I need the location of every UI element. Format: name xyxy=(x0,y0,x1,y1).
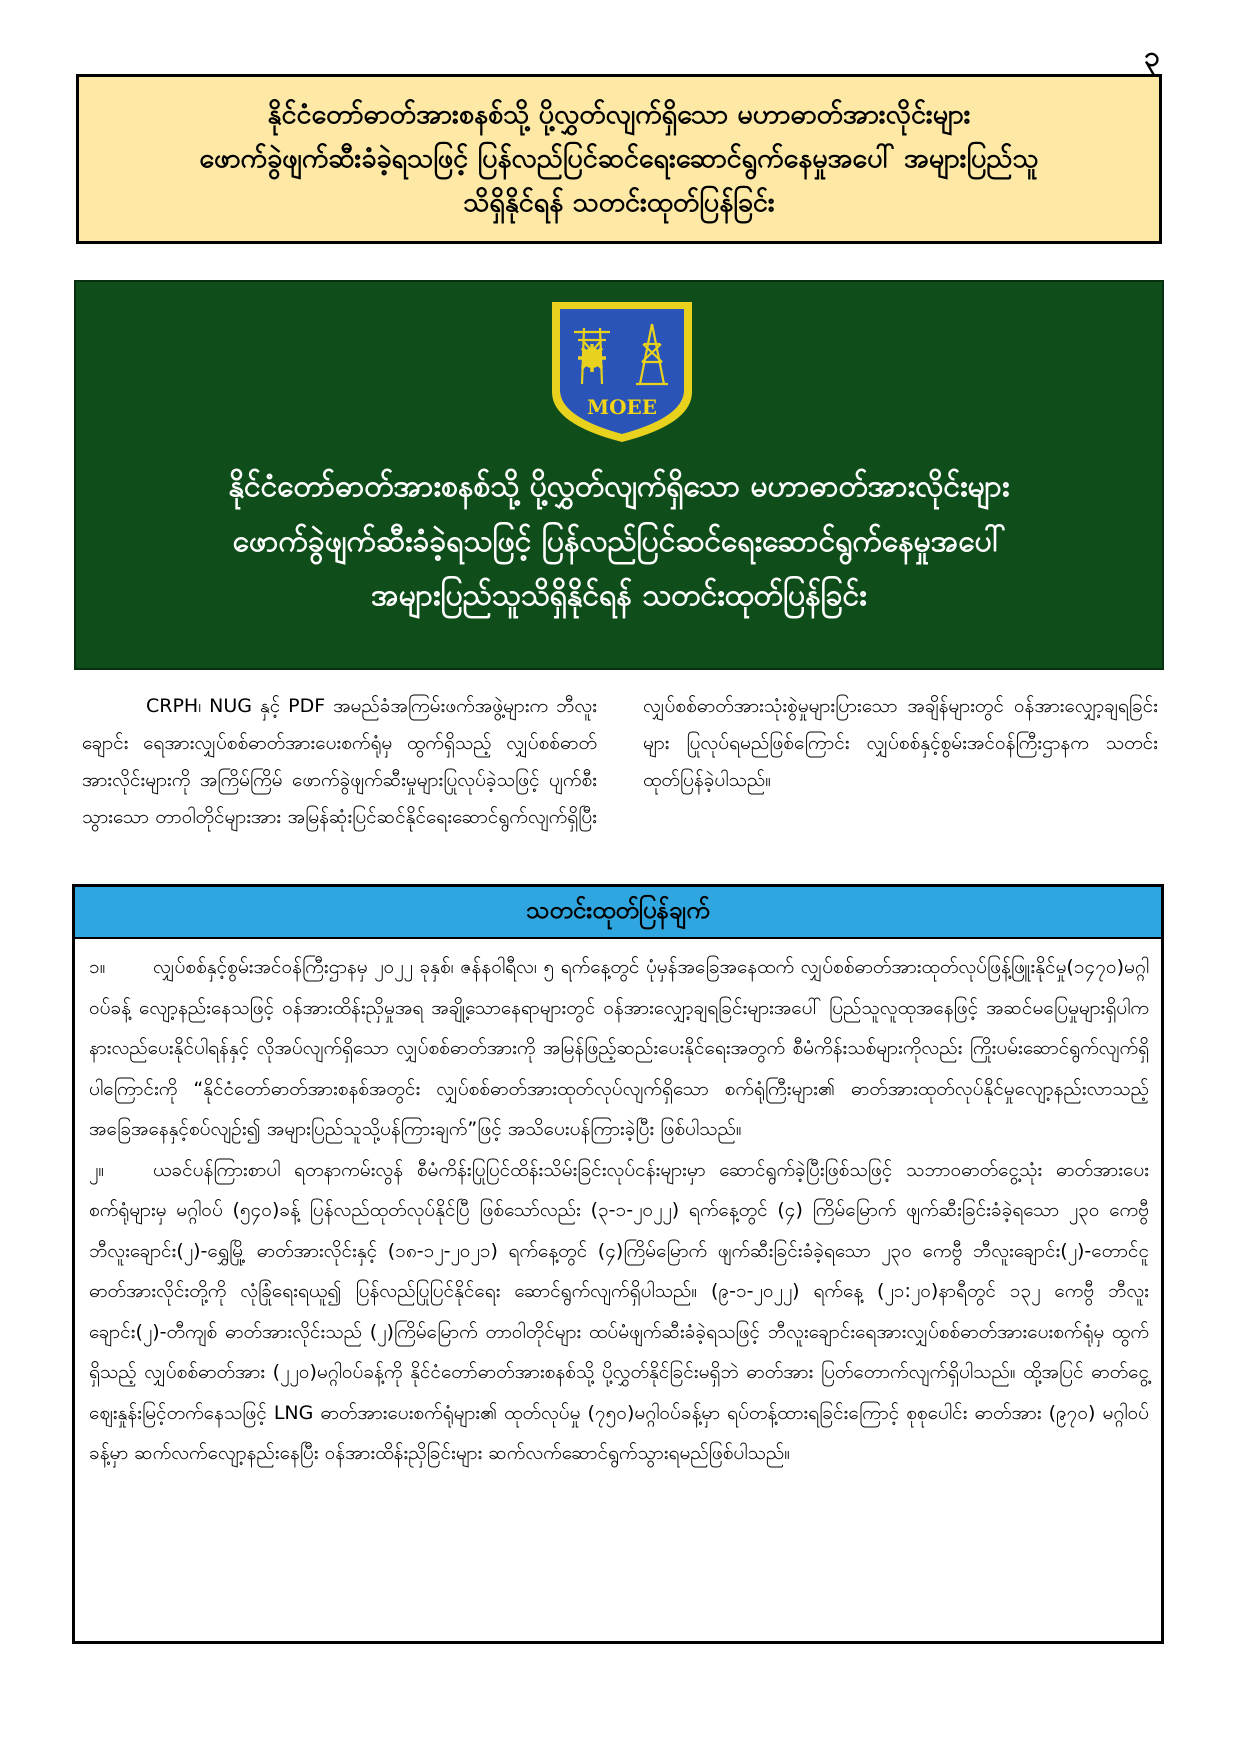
title-line-3: သိရှိနိုင်ရန် သတင်းထုတ်ပြန်ခြင်း xyxy=(463,186,775,218)
title-line-2: ဖောက်ခွဲဖျက်ဆီးခံခဲ့ရသဖြင့် ပြန်လည်ပြင်ဆင်ရေးဆောင်ရွက်နေမှုအပေါ် အများပြည်သူ xyxy=(199,143,1039,175)
title-box xyxy=(76,74,1162,244)
announcement-box xyxy=(72,884,1164,1644)
banner-title-line-1: နိုင်ငံတော်ဓာတ်အားစနစ်သို့ ပို့လွှတ်လျက်ရှိသော မဟာဓာတ်အားလိုင်းများ xyxy=(228,469,1010,504)
announcement-header-label: သတင်းထုတ်ပြန်ချက် xyxy=(526,896,710,924)
paragraph-text: လျှပ်စစ်နှင့်စွမ်းအင်ဝန်ကြီးဌာနမှ ၂၀၂၂ ခုနှစ်၊ ဇန်နဝါရီလ၊ ၅ ရက်နေ့တွင် ပုံမှန်အခြေအနေထက် လျှပ်စစ်ဓာတ်အားထုတ်လုပ်ဖြန့်ဖြူးနိုင်မှု(၁၄၇၀)မဂ္ဂါဝပ်ခန့် လျော့နည်းနေသဖြင့် ဝန်အားထိန်းညှိမှုအရ အချို့သောနေရာများတွင် ဝန်အားလျှော့ချရခြင်းများအပေါ် ပြည်သူလူထုအနေဖြင့် အဆင်မပြေမှုများရှိပါက နားလည်ပေးနိုင်ပါရန်နှင့် လိုအပ်လျက်ရှိသော လျှပ်စစ်ဓာတ်အားကို အမြန်ဖြည့်ဆည်းပေးနိုင်ရေးအတွက် စီမံကိန်းသစ်များကိုလည်း ကြိုးပမ်းဆောင်ရွက်လျက်ရှိပါကြောင်းကို “နိုင်ငံတော်ဓာတ်အားစနစ်အတွင်း လျှပ်စစ်ဓာတ်အားထုတ်လုပ်လျက်ရှိသော စက်ရုံကြီးများ၏ ဓာတ်အားထုတ်လုပ်နိုင်မှုလျော့နည်းလာသည့် အခြေအနေနှင့်စပ်လျဉ်း၍ အများပြည်သူသို့ပန်ကြားချက်”ဖြင့် အသိပေးပန်ကြားခဲ့ပြီး ဖြစ်ပါသည်။ xyxy=(89,956,1149,1140)
intro-paragraph-section xyxy=(82,688,1158,838)
paragraph-text: ယခင်ပန်ကြားစာပါ ရတနာကမ်းလွန် စီမံကိန်းပြုပြင်ထိန်းသိမ်းခြင်းလုပ်ငန်းများမှာ ဆောင်ရွက်ခဲ့ပြီးဖြစ်သဖြင့် သဘာဝဓာတ်ငွေ့သုံး ဓာတ်အားပေးစက်ရုံများမှ မဂ္ဂါဝပ် (၅၄၀)ခန့် ပြန်လည်ထုတ်လုပ်နိုင်ပြီ ဖြစ်သော်လည်း (၃-၁-၂၀၂၂) ရက်နေ့တွင် (၄) ကြိမ်မြောက် ဖျက်ဆီးခြင်းခံခဲ့ရသော ၂၃၀ ကေဗွီ ဘီလူးချောင်း(၂)-ရွှေမြို့ ဓာတ်အားလိုင်းနှင့် (၁၈-၁၂-၂၀၂၁) ရက်နေ့တွင် (၄)ကြိမ်မြောက် ဖျက်ဆီးခြင်းခံခဲ့ရသော ၂၃၀ ကေဗွီ ဘီလူးချောင်း(၂)-တောင်ငူ ဓာတ်အားလိုင်းတို့ကို လုံခြုံရေးရယူ၍ ပြန်လည်ပြုပြင်နိုင်ရေး ဆောင်ရွက်လျက်ရှိပါသည်။ (၉-၁-၂၀၂၂) ရက်နေ့ (၂၁:၂၀)နာရီတွင် ၁၃၂ ကေဗွီ ဘီလူးချောင်း(၂)-တီကျစ် ဓာတ်အားလိုင်းသည် (၂)ကြိမ်မြောက် တာဝါတိုင်များ ထပ်မံဖျက်ဆီးခံခဲ့ရသဖြင့် ဘီလူးချောင်းရေအားလျှပ်စစ်ဓာတ်အားပေးစက်ရုံမှ ထွက်ရှိသည့် လျှပ်စစ်ဓာတ်အား (၂၂၀)မဂ္ဂါဝပ်ခန့်ကို နိုင်ငံတော်ဓာတ်အားစနစ်သို့ ပို့လွှတ်နိုင်ခြင်းမရှိဘဲ ဓာတ်အား ပြတ်တောက်လျက်ရှိပါသည်။ ထို့အပြင် ဓာတ်ငွေ့ဈေးနှုန်းမြင့်တက်နေသဖြင့် LNG ဓာတ်အားပေးစက်ရုံများ၏ ထုတ်လုပ်မှု (၇၅၀)မဂ္ဂါဝပ်ခန့်မှာ ရပ်တန့်ထားရခြင်းကြောင့် စုစုပေါင်း ဓာတ်အား (၉၇၀) မဂ္ဂါဝပ်ခန့်မှာ ဆက်လက်လျော့နည်းနေပြီး ဝန်အားထိန်းညှိခြင်းများ ဆက်လက်ဆောင်ရွက်သွားရမည်ဖြစ်ပါသည်။ xyxy=(89,1158,1149,1464)
banner-title xyxy=(76,467,1162,617)
announcement-paragraph-1 xyxy=(89,947,1149,1150)
banner-title-line-3: အများပြည်သူသိရှိနိုင်ရန် သတင်းထုတ်ပြန်ခြင်း xyxy=(371,578,867,613)
banner-title-line-2: ဖောက်ခွဲဖျက်ဆီးခံခဲ့ရသဖြင့် ပြန်လည်ပြင်ဆင်ရေးဆောင်ရွက်နေမှုအပေါ် xyxy=(232,523,1006,559)
paragraph-number: ၁။ xyxy=(89,956,106,978)
title-line-1: နိုင်ငံတော်ဓာတ်အားစနစ်သို့ ပို့လွှတ်လျက်ရှိသော မဟာဓာတ်အားလိုင်းများ xyxy=(267,99,971,131)
announcement-header xyxy=(75,887,1161,939)
page-number: ၃ xyxy=(1144,40,1160,73)
paragraph-number: ၂။ xyxy=(89,1158,105,1181)
banner-panel xyxy=(74,280,1164,670)
svg-text:MOEE: MOEE xyxy=(586,395,658,419)
gear-icon xyxy=(578,344,606,372)
moee-logo-icon xyxy=(544,296,700,446)
announcement-body xyxy=(75,939,1161,1474)
intro-paragraph: CRPH၊ NUG နှင့် PDF အမည်ခံအကြမ်းဖက်အဖွဲ့များက ဘီလူးချောင်း ရေအားလျှပ်စစ်ဓာတ်အားပေးစက်ရုံမှ ထွက်ရှိသည့် လျှပ်စစ်ဓာတ်အားလိုင်းများကို အကြိမ်ကြိမ် ဖောက်ခွဲဖျက်ဆီးမှုများပြုလုပ်ခဲ့သဖြင့် ပျက်စီးသွားသော တာဝါတိုင်များအား အမြန်ဆုံးပြင်ဆင်နိုင်ရေးဆောင်ရွက်လျက်ရှိပြီး လျှပ်စစ်ဓာတ်အားသုံးစွဲမှုများပြားသော အချိန်များတွင် ဝန်အားလျှော့ချရခြင်းများ ပြုလုပ်ရမည်ဖြစ်ကြောင်း လျှပ်စစ်နှင့်စွမ်းအင်ဝန်ကြီးဌာနက သတင်းထုတ်ပြန်ခဲ့ပါသည်။ xyxy=(82,695,1158,828)
announcement-paragraph-2 xyxy=(89,1150,1149,1474)
